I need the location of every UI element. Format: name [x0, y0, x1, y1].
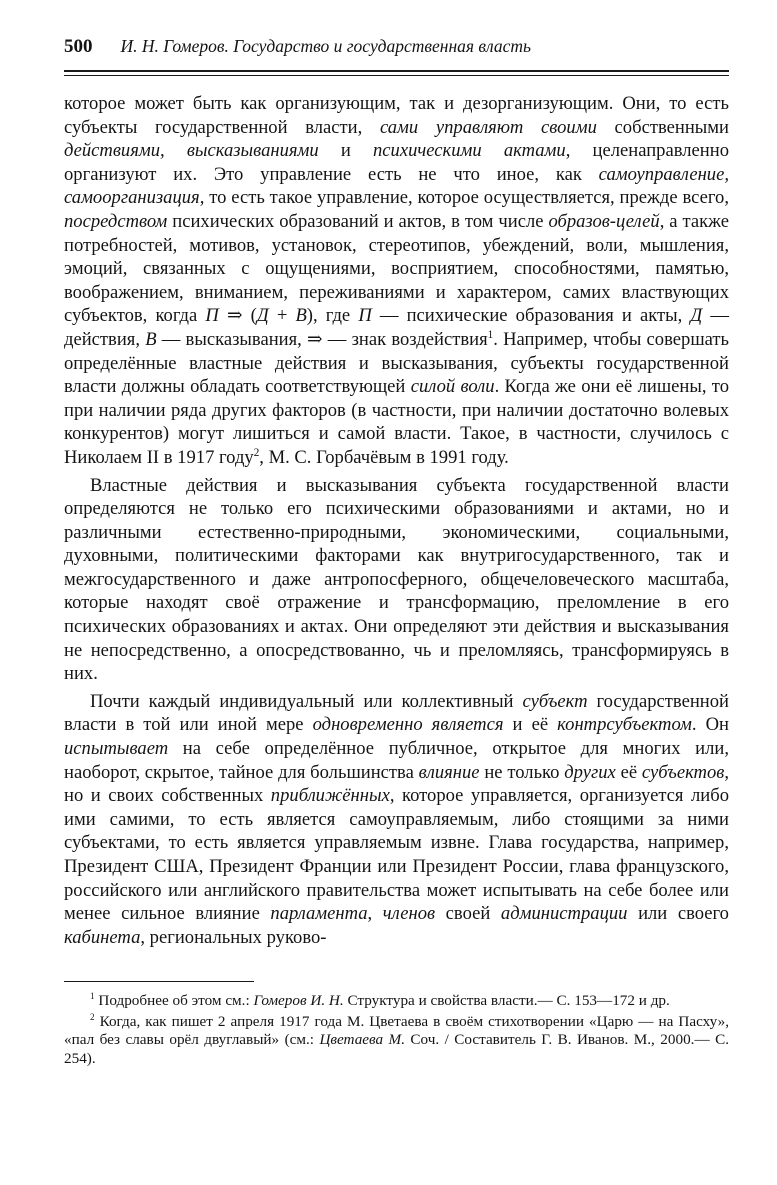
text-run: — действия,	[64, 305, 729, 350]
text-run: или своего	[627, 903, 729, 925]
italic-text: парламента	[270, 903, 368, 925]
italic-text: Гомеров И. Н.	[253, 992, 344, 1010]
italic-text: образов-целей	[548, 210, 660, 232]
footnote-marker: 1	[90, 991, 95, 1002]
text-run: , которое управляется, организуется либо ими самими, то есть является самоуправляемым, либо стоящими за ними субъектами, то есть является управляемым извне. Глава государства, например, Президент США, Президент Франции или Президент России, глава французского, российского или английского правительства может испытывать на себе более или менее сильное влияние	[64, 785, 729, 925]
book-page	[64, 36, 729, 1070]
text-run: государственной власти в той или иной мере	[64, 690, 729, 736]
text-run: . Например, чтобы совершать определённые властные действия и высказывания, субъекты государственной власти должны обладать соответствующей	[64, 328, 730, 398]
italic-text: субъект	[522, 690, 588, 712]
page-number: 500	[64, 36, 93, 57]
page-header	[64, 36, 729, 62]
text-run: и	[318, 140, 373, 162]
text-run: Соч. / Составитель Г. В. Иванов. М., 2000.— С. 254).	[64, 1031, 730, 1067]
italic-text: Д	[256, 305, 269, 327]
text-run: . Он	[691, 714, 730, 736]
text-run: ), где	[306, 305, 359, 327]
text-run: , М. С. Горбачёвым в 1991 году.	[259, 446, 509, 468]
text-run: на себе определённое публичное, открытое для многих или, наоборот, скрытое, тайное для большинства	[64, 738, 729, 783]
italic-text: Д	[690, 305, 703, 327]
italic-text: других	[564, 761, 616, 783]
text-run: и её	[503, 714, 558, 736]
italic-text: контрсубъектом	[557, 714, 692, 736]
paragraph-1	[64, 92, 729, 470]
text-run: её	[615, 761, 642, 783]
text-run: — высказывания, ⇒ — знак воздействия	[156, 328, 488, 350]
text-run: которое может быть как организующим, так и дезорганизующим. Они, то есть субъекты государственной власти,	[64, 93, 729, 138]
italic-text: влияние	[418, 761, 480, 783]
text-run: ,	[367, 903, 383, 925]
text-run: Почти каждый индивидуальный или коллективный	[90, 690, 523, 712]
text-run: . Когда же они её лишены, то при наличии ряда других факторов (в частности, при наличии достаточно волевых конкурентов) могут лишиться и самой власти. Такое, в частности, случилось с Николаем II в 1917 году	[64, 376, 729, 468]
text-run: не только	[479, 761, 565, 783]
italic-text: П	[358, 305, 372, 327]
footnote-1	[64, 992, 729, 1011]
text-run: Властные действия и высказывания субъекта государственной власти определяются не только его психическими образованиями и актами, но и различными естественно-природными, экономическими, социальными, духовными, политическими факторами как внутригосударственного, так и межгосударственного и даже антропосферного, общечеловеческого масштаба, которые находят своё отражение и трансформацию, преломление в его психических образованиях и актах. Они определяют эти действия и высказывания не непосредственно, а опосредствованно, чь и преломляясь, трансформируясь в них.	[64, 474, 729, 685]
text-run: своей	[435, 903, 501, 925]
italic-text: действиями, высказываниями	[64, 140, 319, 162]
italic-text: субъектов	[641, 761, 725, 783]
italic-text: В	[295, 305, 307, 327]
text-run: , целенаправленно организуют их. Это управление есть не что иное, как	[64, 140, 729, 185]
text-run: — психические образования и акты,	[371, 305, 691, 327]
body-text	[64, 92, 729, 949]
text-run: , а также потребностей, мотивов, установок, стереотипов, убеждений, воли, мышления, эмоций, связанных с ощущениями, восприятием, способностями, памятью, воображением, вниманием, переживаниями и характером, самих властвующих субъектов, когда	[64, 210, 729, 327]
italic-text: В	[145, 328, 157, 350]
italic-text: членов	[382, 903, 436, 925]
italic-text: приближённых	[270, 785, 390, 807]
italic-text: психическими актами	[373, 140, 566, 162]
paragraph-2	[64, 474, 729, 686]
footnotes	[64, 992, 729, 1068]
header-rule	[64, 70, 729, 76]
footnote-marker: 2	[253, 446, 260, 459]
italic-text: посредством	[64, 210, 168, 232]
italic-text: П	[205, 305, 219, 327]
text-run: , региональных руково-	[140, 926, 327, 948]
paragraph-3	[64, 690, 729, 950]
italic-text: силой воли	[410, 376, 495, 398]
text-run: Структура и свойства власти.— С. 153—172 и др.	[343, 992, 670, 1010]
text-run: ⇒ (	[218, 305, 257, 327]
text-run: Подробнее об этом см.:	[94, 992, 254, 1010]
text-run: , но и своих собственных	[64, 761, 729, 807]
text-run: Когда, как пишет 2 апреля 1917 года М. Цветаева в своём стихотворении «Царю — на Пасху», «пал без славы орёл двуглавый» (см.:	[64, 1012, 729, 1049]
footnote-marker: 2	[90, 1011, 95, 1022]
italic-text: испытывает	[64, 738, 169, 760]
text-run: психических образований и актов, в том числе	[167, 210, 549, 232]
italic-text: сами управляют своими	[379, 116, 597, 138]
text-run: +	[268, 305, 296, 327]
italic-text: одновременно является	[312, 714, 504, 736]
text-run: , то есть такое управление, которое осуществляется, прежде всего,	[199, 187, 729, 209]
italic-text: Цветаева М.	[319, 1031, 405, 1049]
italic-text: кабинета	[64, 926, 141, 948]
footnote-2	[64, 1013, 729, 1069]
text-run: собственными	[596, 116, 729, 138]
running-head: И. Н. Гомеров. Государство и государственная власть	[120, 36, 531, 56]
footnote-rule	[64, 981, 254, 982]
italic-text: самоуправление, самоорганизация	[64, 163, 729, 209]
italic-text: администрации	[500, 903, 628, 925]
footnote-marker: 1	[487, 328, 494, 341]
